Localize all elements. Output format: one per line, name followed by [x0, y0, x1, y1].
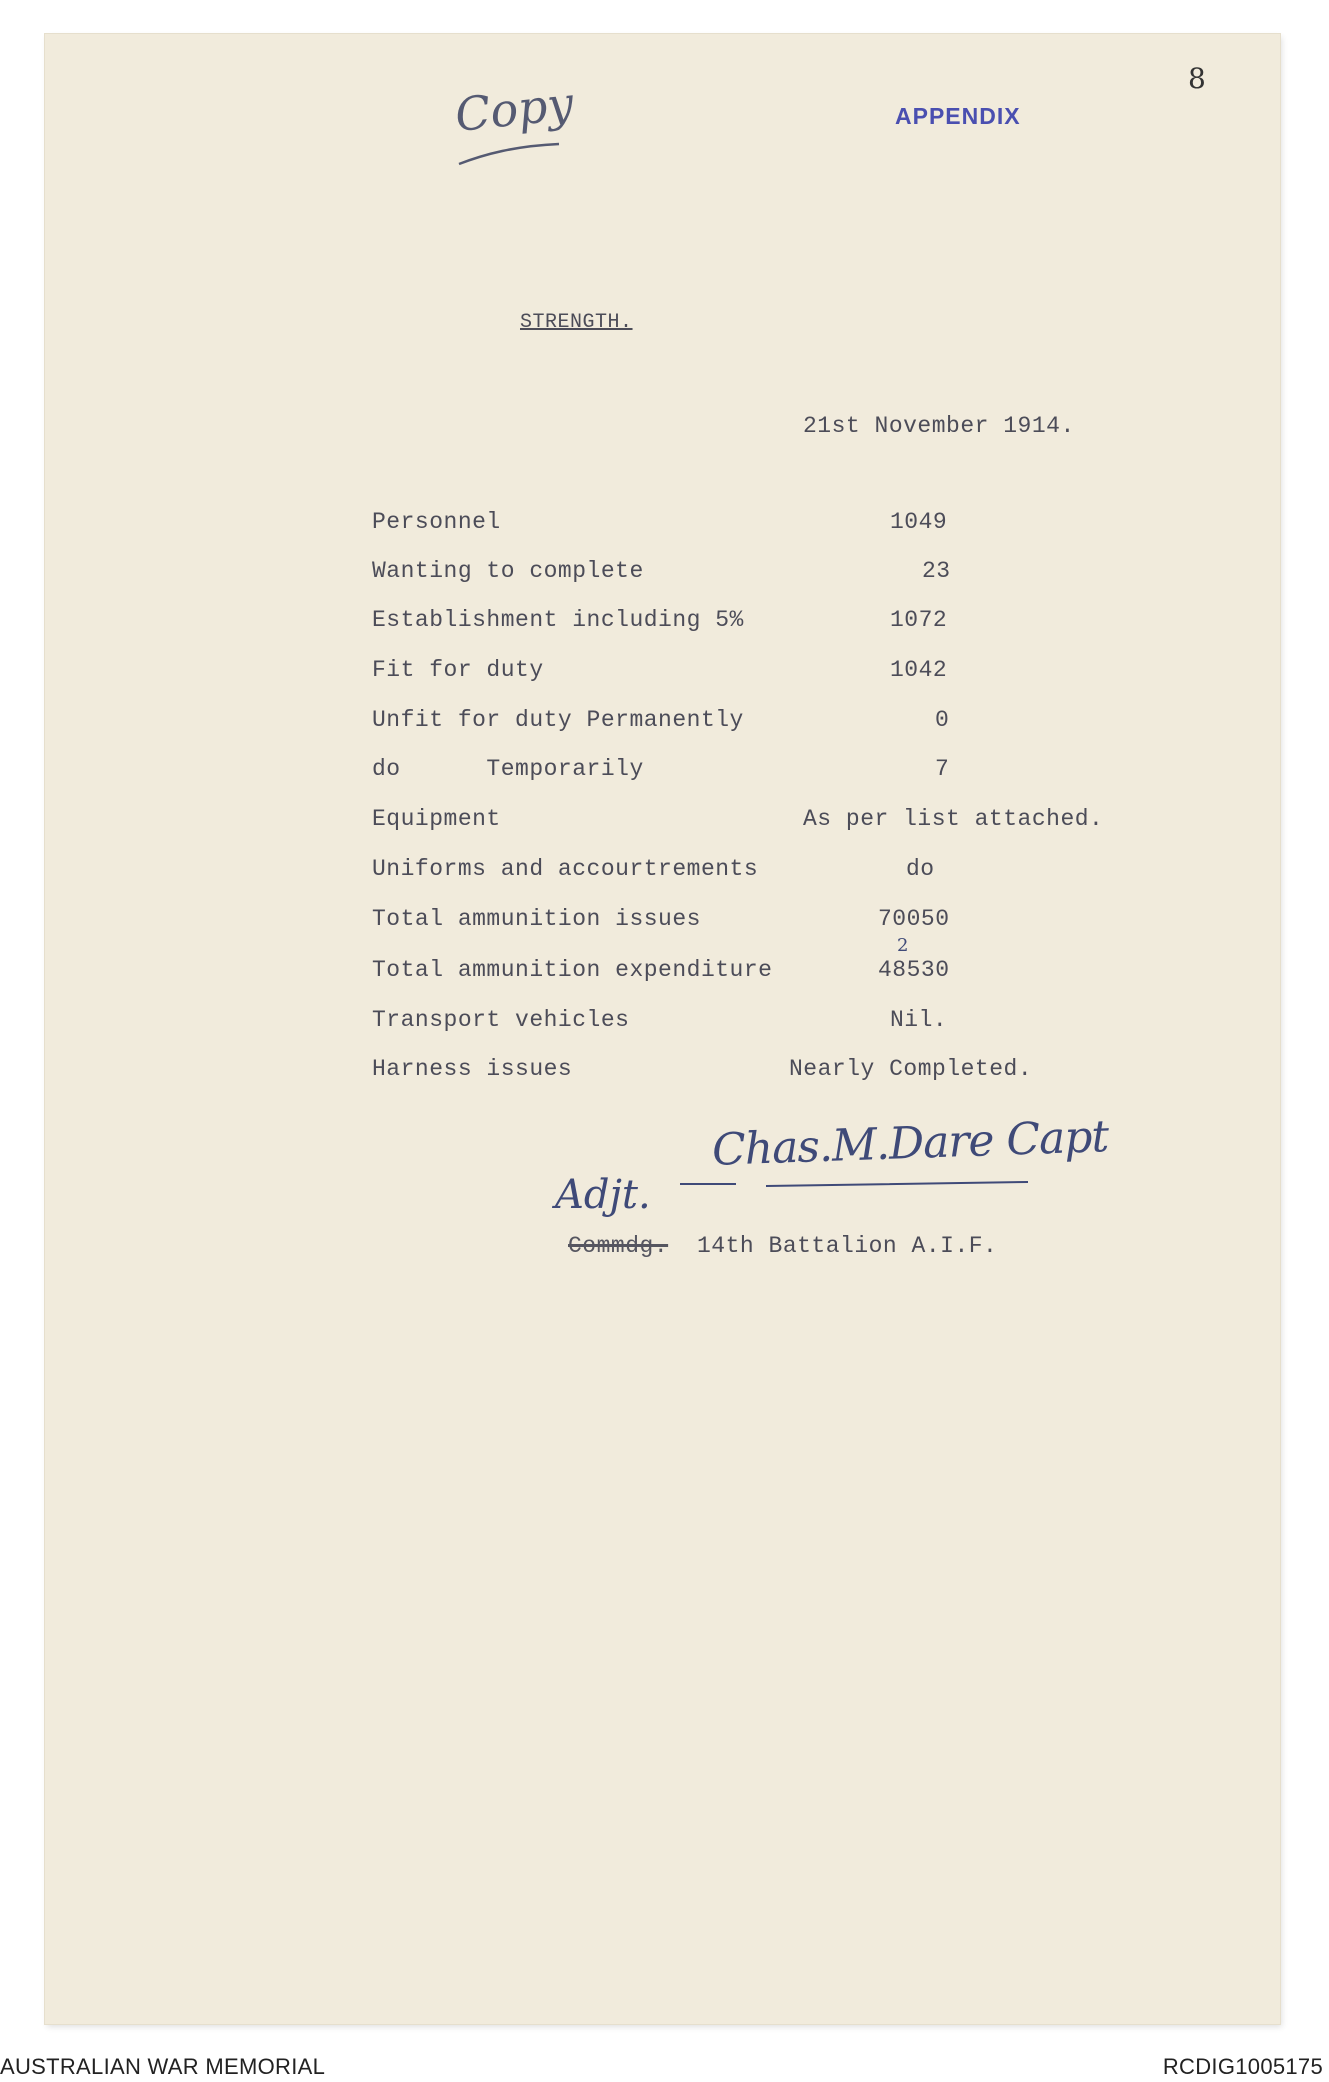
document-heading: STRENGTH.	[520, 311, 633, 334]
table-row-label: Total ammunition expenditure	[372, 957, 773, 983]
table-row-label: Uniforms and accourtrements	[372, 856, 759, 882]
copy-underline	[455, 140, 565, 170]
table-row-value: Nil.	[890, 1007, 948, 1033]
copy-handwritten-note: Copy	[452, 75, 576, 143]
appendix-stamp: APPENDIX	[895, 103, 1021, 129]
table-row-value: 1042	[890, 657, 948, 683]
signature: Chas.M.Dare Capt	[711, 1111, 1109, 1176]
title-handwritten: Adjt.	[555, 1172, 651, 1218]
table-row-label: Harness issues	[372, 1056, 573, 1082]
table-row-value: 1072	[890, 607, 948, 633]
footer-source: AUSTRALIAN WAR MEMORIAL	[0, 2054, 326, 2079]
signature-underline	[676, 1172, 1036, 1192]
table-row-label: Equipment	[372, 806, 501, 832]
table-row-value: do	[906, 856, 935, 882]
document-date: 21st November 1914.	[803, 413, 1075, 439]
title-struck: Commdg.	[568, 1233, 669, 1259]
table-row-label: Personnel	[372, 509, 501, 535]
table-row-value: 48530	[878, 957, 950, 983]
document-page	[45, 34, 1280, 2024]
table-row-label: do Temporarily	[372, 756, 644, 782]
table-row-label: Unfit for duty Permanently	[372, 707, 744, 733]
table-row-value: 1049	[890, 509, 948, 535]
table-row-value: 23	[922, 558, 951, 584]
table-row-label: Establishment including 5%	[372, 607, 744, 633]
expenditure-correction: 2	[897, 935, 909, 956]
table-row-value: 0	[935, 707, 950, 733]
page-number: 8	[1188, 62, 1206, 95]
table-row-value: As per list attached.	[803, 806, 1104, 832]
footer-record-id: RCDIG1005175	[1162, 2054, 1323, 2079]
unit-name: 14th Battalion A.I.F.	[697, 1233, 998, 1259]
table-row-value: Nearly Completed.	[789, 1056, 1033, 1082]
table-row-label: Wanting to complete	[372, 558, 644, 584]
table-row-label: Transport vehicles	[372, 1007, 630, 1033]
table-row-label: Total ammunition issues	[372, 906, 701, 932]
table-row-value: 7	[935, 756, 950, 782]
table-row-label: Fit for duty	[372, 657, 544, 683]
table-row-value: 70050	[878, 906, 950, 932]
